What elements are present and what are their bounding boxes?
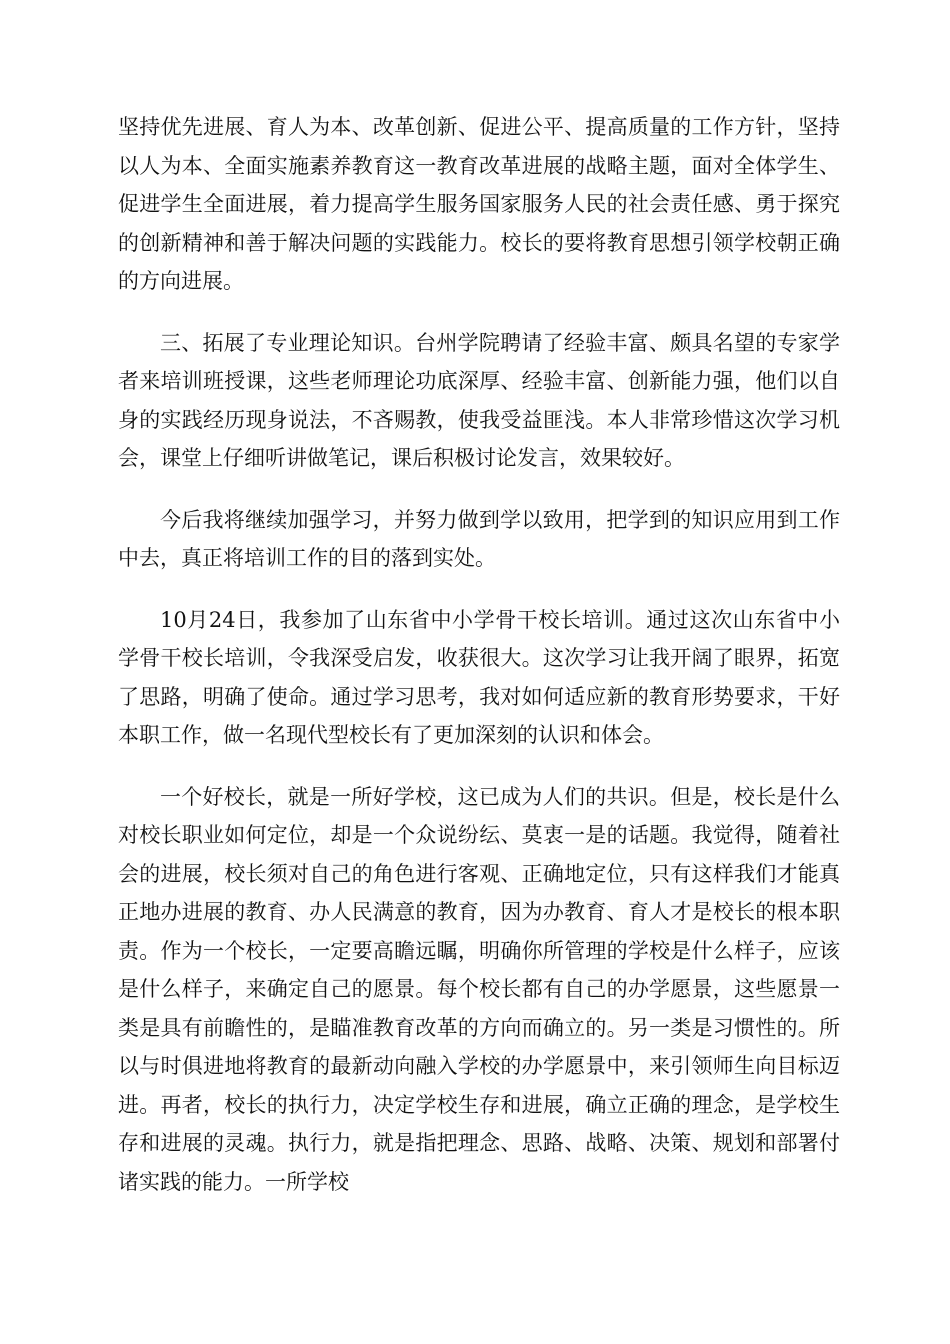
- document-body: [118, 108, 840, 1201]
- paragraph-future-plan: 今后我将继续加强学习，并努力做到学以致用，把学到的知识应用到工作中去，真正将培训工作的目的落到实处。: [118, 507, 840, 570]
- paragraph-training-intro: 10月24日，我参加了山东省中小学骨干校长培训。通过这次山东省中小学骨干校长培训，令我深受启发，收获很大。这次学习让我开阔了眼界，拓宽了思路，明确了使命。通过学习思考，我对如何适应新的教育形势要求，干好本职工作，做一名现代型校长有了更加深刻的认识和体会。: [118, 607, 840, 747]
- paragraph-section-three: 三、拓展了专业理论知识。台州学院聘请了经验丰富、颇具名望的专家学者来培训班授课，这些老师理论功底深厚、经验丰富、创新能力强，他们以自身的实践经历现身说法，不吝赐教，使我受益匪浅。本人非常珍惜这次学习机会，课堂上仔细听讲做笔记，课后积极讨论发言，效果较好。: [118, 330, 840, 470]
- paragraph-continuation: 坚持优先进展、育人为本、改革创新、促进公平、提高质量的工作方针，坚持以人为本、全面实施素养教育这一教育改革进展的战略主题，面对全体学生、促进学生全面进展，着力提高学生服务国家服务人民的社会责任感、勇于探究的创新精神和善于解决问题的实践能力。校长的要将教育思想引领学校朝正确的方向进展。: [118, 115, 840, 293]
- paragraph-good-principal: 一个好校长，就是一所好学校，这已成为人们的共识。但是，校长是什么对校长职业如何定位，却是一个众说纷纭、莫衷一是的话题。我觉得，随着社会的进展，校长须对自己的角色进行客观、正确地定位，只有这样我们才能真正地办进展的教育、办人民满意的教育，因为办教育、育人才是校长的根本职责。作为一个校长，一定要高瞻远瞩，明确你所管理的学校是什么样子，应该是什么样子，来确定自己的愿景。每个校长都有自己的办学愿景，这些愿景一类是具有前瞻性的，是瞄准教育改革的方向而确立的。另一类是习惯性的。所以与时俱进地将教育的最新动向融入学校的办学愿景中，来引领师生向目标迈进。再者，校长的执行力，决定学校生存和进展，确立正确的理念，是学校生存和进展的灵魂。执行力，就是指把理念、思路、战略、决策、规划和部署付诸实践的能力。一所学校: [118, 784, 840, 1194]
